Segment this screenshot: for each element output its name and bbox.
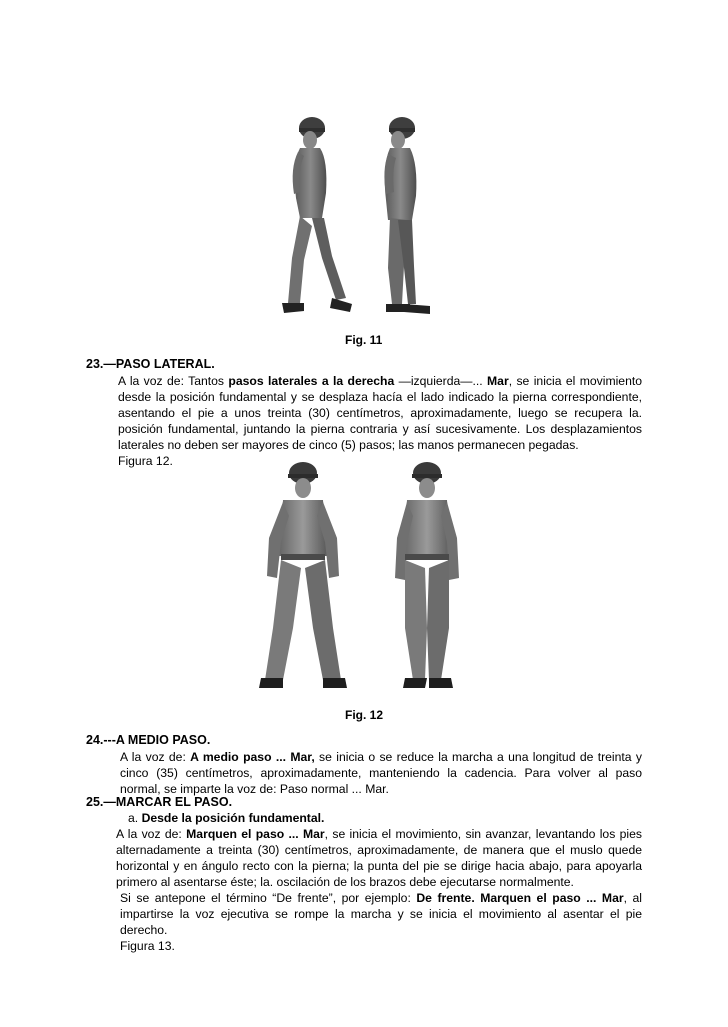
- text-line: Si se antepone el término “De frente”, por ejemplo: De frente. Marquen el paso ... Mar, al: [120, 891, 642, 905]
- text-line: laterales no deben ser mayores de cinco (5) pasos; las manos permanecen pegadas.: [118, 438, 579, 452]
- section-25-body: [116, 826, 642, 890]
- figure-11-caption: Fig. 11: [345, 333, 383, 347]
- text-line: desde la posición fundamental y se desplaza hacía el lado indicado la pierna correspondiente,: [118, 390, 642, 404]
- text-line: derecho.: [120, 923, 168, 937]
- text-line: Figura 13.: [120, 939, 175, 953]
- section-25-heading: 25.—MARCAR EL PASO.: [86, 795, 233, 809]
- section-23-body: [118, 373, 642, 469]
- section-24-body: [120, 749, 642, 797]
- soldier-standing-profile-figure: [384, 117, 430, 314]
- text-line: posición fundamental, juntando la pierna contraria y así sucesivamente. Los desplazamientos: [118, 422, 642, 436]
- section-25-subheading: a. Desde la posición fundamental.: [128, 811, 325, 825]
- section-24-heading: 24.---A MEDIO PASO.: [86, 733, 211, 747]
- section-23-heading: 23.—PASO LATERAL.: [86, 357, 215, 371]
- text-line: asentando el pie a unos treinta (30) centímetros, aproximadamente, luego se recupera la.: [118, 406, 642, 420]
- text-line: impartirse la voz ejecutiva se rompe la marcha y se inicia el movimiento al asentar el pie: [120, 907, 642, 921]
- figure-11-image: [270, 108, 440, 323]
- text-line: A la voz de: Marquen el paso ... Mar, se inicia el movimiento, sin avanzar, levantando los pies: [116, 827, 642, 841]
- text-line: cinco (35) centímetros, aproximadamente, manteniendo la cadencia. Para volver al paso: [120, 766, 642, 780]
- soldier-walking-figure: [282, 117, 352, 313]
- text-line: alternadamente a treinta (30) centímetros, aproximadamente, de manera que el muslo quede: [116, 843, 642, 857]
- soldier-feet-together-figure: [395, 462, 459, 688]
- figure-12-image: [255, 458, 475, 700]
- soldier-legs-apart-figure: [259, 462, 347, 688]
- text-line: Figura 12.: [118, 454, 173, 468]
- text-line: A la voz de: A medio paso ... Mar, se inicia o se reduce la marcha a una longitud de treinta y: [120, 750, 642, 764]
- figure-12-caption: Fig. 12: [345, 708, 384, 722]
- section-25-body-2: [120, 890, 642, 954]
- text-line: A la voz de: Tantos pasos laterales a la derecha —izquierda—... Mar, se inicia el movimiento: [118, 374, 643, 388]
- text-line: primero al asentarse éste; la. oscilación de los brazos debe ejecutarse normalmente.: [116, 875, 574, 889]
- text-line: normal, se imparte la voz de: Paso normal ... Mar.: [120, 782, 389, 796]
- text-line: horizontal y en ángulo recto con la pierna; la punta del pie se dirige hacia abajo, para apoyarla: [116, 859, 642, 873]
